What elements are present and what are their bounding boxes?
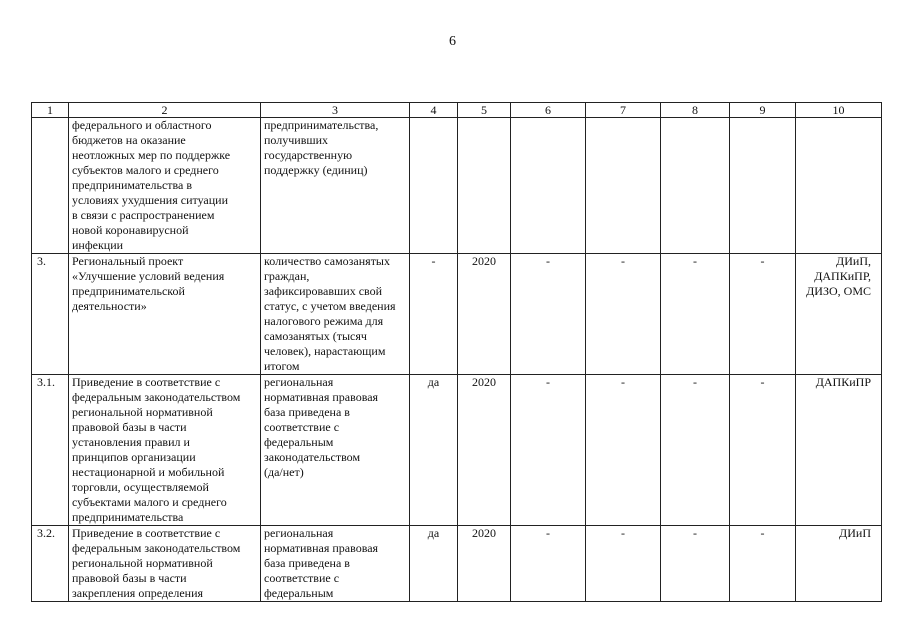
- cell-col9: -: [730, 375, 796, 526]
- cell-year: 2020: [458, 526, 511, 602]
- row-number: 3.1.: [32, 375, 69, 526]
- cell-col9: -: [730, 526, 796, 602]
- cell-col8: -: [661, 526, 730, 602]
- cell-col9: -: [730, 254, 796, 375]
- cell-col4: -: [410, 254, 458, 375]
- table-row: [32, 375, 882, 526]
- cell-col7: [586, 118, 661, 254]
- column-header: 7: [586, 103, 661, 118]
- cell-col6: -: [511, 526, 586, 602]
- header-row: [32, 103, 882, 118]
- column-header: 3: [261, 103, 410, 118]
- cell-col8: -: [661, 375, 730, 526]
- indicator: региональная нормативная правовая база приведена в соответствие с федеральным: [261, 526, 410, 602]
- indicator: предпринимательства, получивших государственную поддержку (единиц): [261, 118, 410, 254]
- cell-col8: [661, 118, 730, 254]
- cell-col8: -: [661, 254, 730, 375]
- responsible: ДАПКиПР: [796, 375, 882, 526]
- column-header: 2: [69, 103, 261, 118]
- row-number: [32, 118, 69, 254]
- measure-name: Приведение в соответствие с федеральным законодательством региональной нормативной правовой базы в части закрепления определения: [69, 526, 261, 602]
- measure-name: Приведение в соответствие с федеральным законодательством региональной нормативной правовой базы в части установления правил и принципов организации нестационарной и мобильной торговли, осуществляемой субъектами малого и среднего предпринимательства: [69, 375, 261, 526]
- cell-col4: [410, 118, 458, 254]
- table-row: [32, 118, 882, 254]
- cell-year: 2020: [458, 254, 511, 375]
- row-number: 3.: [32, 254, 69, 375]
- column-header: 1: [32, 103, 69, 118]
- cell-col7: -: [586, 526, 661, 602]
- table-row: [32, 526, 882, 602]
- column-header: 9: [730, 103, 796, 118]
- row-number: 3.2.: [32, 526, 69, 602]
- measure-name: Региональный проект «Улучшение условий ведения предпринимательской деятельности»: [69, 254, 261, 375]
- cell-year: 2020: [458, 375, 511, 526]
- responsible: ДИиП, ДАПКиПР, ДИЗО, ОМС: [796, 254, 882, 375]
- table-row: [32, 254, 882, 375]
- cell-col6: -: [511, 254, 586, 375]
- cell-col4: да: [410, 526, 458, 602]
- column-header: 5: [458, 103, 511, 118]
- column-header: 10: [796, 103, 882, 118]
- cell-year: [458, 118, 511, 254]
- measures-table: [31, 102, 882, 602]
- indicator: региональная нормативная правовая база приведена в соответствие с федеральным законодательством (да/нет): [261, 375, 410, 526]
- cell-col7: -: [586, 375, 661, 526]
- cell-col6: [511, 118, 586, 254]
- column-header: 8: [661, 103, 730, 118]
- cell-col7: -: [586, 254, 661, 375]
- column-header: 4: [410, 103, 458, 118]
- column-header: 6: [511, 103, 586, 118]
- cell-col9: [730, 118, 796, 254]
- measure-name: федерального и областного бюджетов на оказание неотложных мер по поддержке субъектов малого и среднего предпринимательства в условиях ухудшения ситуации в связи с распространением новой коронавирусной инфекции: [69, 118, 261, 254]
- indicator: количество самозанятых граждан, зафиксировавших свой статус, с учетом введения налогового режима для самозанятых (тысяч человек), нарастающим итогом: [261, 254, 410, 375]
- cell-col6: -: [511, 375, 586, 526]
- responsible: [796, 118, 882, 254]
- page-number: 6: [449, 34, 456, 49]
- cell-col4: да: [410, 375, 458, 526]
- responsible: ДИиП: [796, 526, 882, 602]
